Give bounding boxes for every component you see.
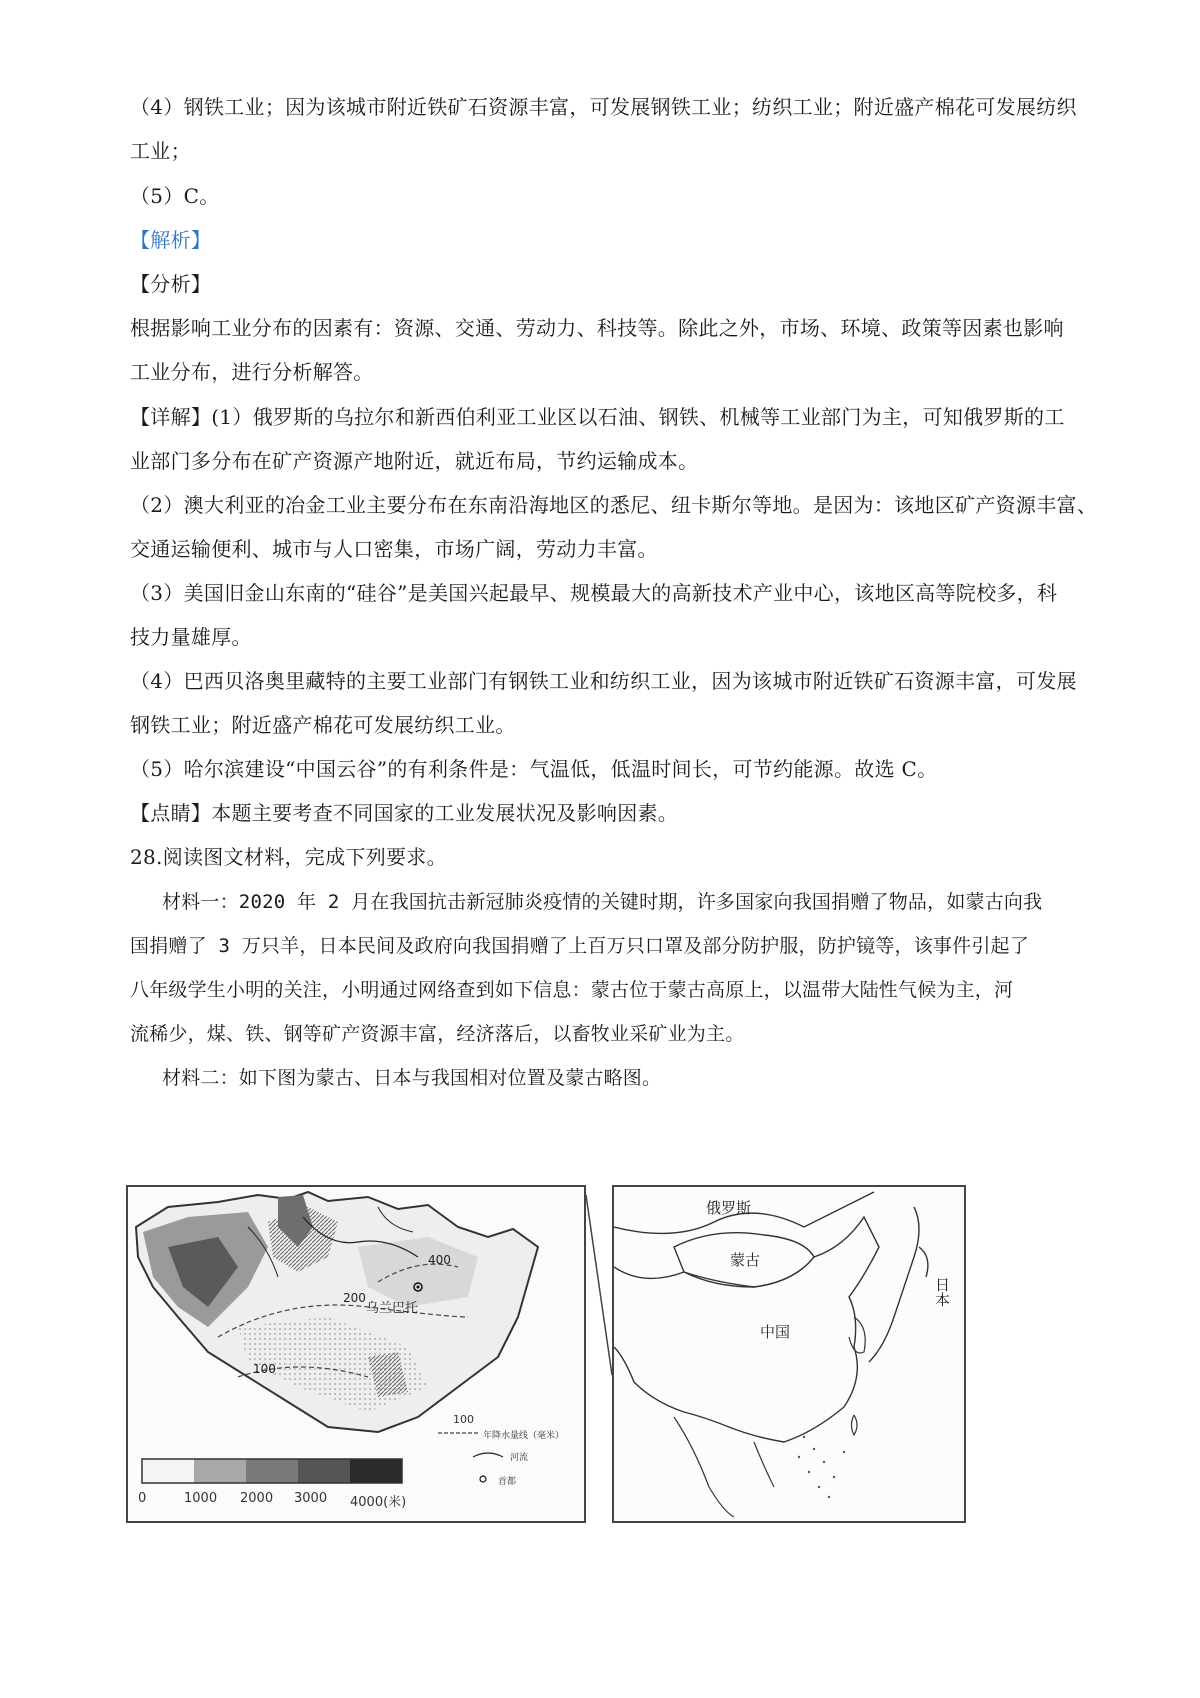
jiexi-label: 【解析】 — [130, 228, 212, 252]
material-1-line1: 材料一：2020 年 2 月在我国抗击新冠肺炎疫情的关键时期，许多国家向我国捐赠了物品，如蒙古向我 — [162, 891, 1043, 913]
scale-label-2000: 2000 — [240, 1491, 274, 1506]
material-1-line2: 国捐赠了 3 万只羊，日本民间及政府向我国捐赠了上百万只口罩及部分防护服，防护镜等，该事件引起了 — [130, 935, 1029, 957]
legend-capital-symbol — [480, 1476, 486, 1482]
dianjing: 【点睛】本题主要考查不同国家的工业发展状况及影响因素。 — [130, 801, 679, 825]
legend-capital-text: 首都 — [498, 1477, 517, 1487]
detail-4-line2: 钢铁工业；附近盛产棉花可发展纺织工业。 — [130, 713, 516, 737]
legend-river-text: 河流 — [510, 1453, 529, 1463]
label-china: 中国 — [760, 1323, 791, 1341]
fenxi-line2: 工业分布，进行分析解答。 — [130, 360, 374, 384]
fenxi-line1: 根据影响工业分布的因素有：资源、交通、劳动力、科技等。除此之外，市场、环境、政策等因素也影响 — [130, 316, 1064, 340]
detail-3-line1: （3）美国旧金山东南的“硅谷”是美国兴起最早、规模最大的高新技术产业中心，该地区高等院校多，科 — [130, 581, 1058, 605]
legend-river-line — [473, 1453, 503, 1457]
isohyet-100-label: 100 — [253, 1362, 276, 1376]
mongolia-sketch-map — [126, 1185, 586, 1523]
river-label: 乌兰巴托 — [366, 1301, 419, 1316]
detail-line1: 【详解】(1）俄罗斯的乌拉尔和新西伯利亚工业区以石油、钢铁、机械等工业部门为主，可知俄罗斯的工 — [130, 405, 1065, 429]
scale-label-3000: 3000 — [294, 1491, 328, 1506]
isohyet-400-label: 400 — [428, 1253, 451, 1267]
detail-4-line1: （4）巴西贝洛奥里藏特的主要工业部门有钢铁工业和纺织工业，因为该城市附近铁矿石资源丰富，可发展 — [130, 669, 1077, 693]
isohyet-200-label: 200 — [343, 1291, 366, 1305]
scale-swatch — [350, 1459, 402, 1483]
legend-isohyet-value: 100 — [453, 1413, 474, 1426]
detail-line2: 业部门多分布在矿产资源产地附近，就近布局，节约运输成本。 — [130, 449, 699, 473]
southeast-asia — [674, 1417, 774, 1517]
detail-2-line2: 交通运输便利、城市与人口密集，市场广阔，劳动力丰富。 — [130, 537, 658, 561]
answer-4-line1: （4）钢铁工业；因为该城市附近铁矿石资源丰富，可发展钢铁工业；纺织工业；附近盛产棉花可发展纺织 — [130, 95, 1077, 119]
question-28-title: 28.阅读图文材料，完成下列要求。 — [130, 845, 447, 869]
material-2: 材料二：如下图为蒙古、日本与我国相对位置及蒙古略图。 — [162, 1067, 662, 1089]
label-japan: 日本 — [933, 1277, 951, 1307]
scale-label-4000: 4000(米) — [350, 1495, 407, 1510]
legend-isohyet-text: 年降水量线（毫米） — [483, 1431, 565, 1441]
detail-5: （5）哈尔滨建设“中国云谷”的有利条件是：气温低，低温时间长，可节约能源。故选 C。 — [130, 757, 938, 781]
material-1-line4: 流稀少，煤、铁、钢等矿产资源丰富，经济落后，以畜牧业采矿业为主。 — [130, 1023, 745, 1045]
south-sea-islands — [798, 1436, 845, 1498]
scale-swatch — [142, 1459, 194, 1483]
scale-label-0: 0 — [138, 1491, 147, 1506]
mongolia-relief-map — [128, 1187, 584, 1521]
fenxi-label: 【分析】 — [130, 272, 212, 296]
answer-5: （5）C。 — [130, 184, 220, 208]
scale-swatch — [298, 1459, 350, 1483]
answer-4-line2: 工业； — [130, 139, 191, 163]
detail-3-line2: 技力量雄厚。 — [130, 625, 252, 649]
detail-2-line1: （2）澳大利亚的冶金工业主要分布在东南沿海地区的悉尼、纽卡斯尔等地。是因为：该地区矿产资源丰富、 — [130, 493, 1098, 517]
scale-label-1000: 1000 — [184, 1491, 218, 1506]
label-mongolia: 蒙古 — [730, 1251, 761, 1269]
material-1-line3: 八年级学生小明的关注，小明通过网络查到如下信息：蒙古位于蒙古高原上，以温带大陆性气候为主，河 — [130, 979, 1014, 1001]
map-figure — [126, 1185, 966, 1523]
japan-islands — [869, 1207, 928, 1362]
scale-swatch — [246, 1459, 298, 1483]
korea-peninsula — [849, 1317, 865, 1353]
east-asia-outline-map — [614, 1187, 964, 1521]
taiwan — [852, 1415, 858, 1435]
elevation-scale-bar — [142, 1459, 402, 1483]
label-russia: 俄罗斯 — [706, 1199, 752, 1217]
location-map — [612, 1185, 966, 1523]
scale-swatch — [194, 1459, 246, 1483]
